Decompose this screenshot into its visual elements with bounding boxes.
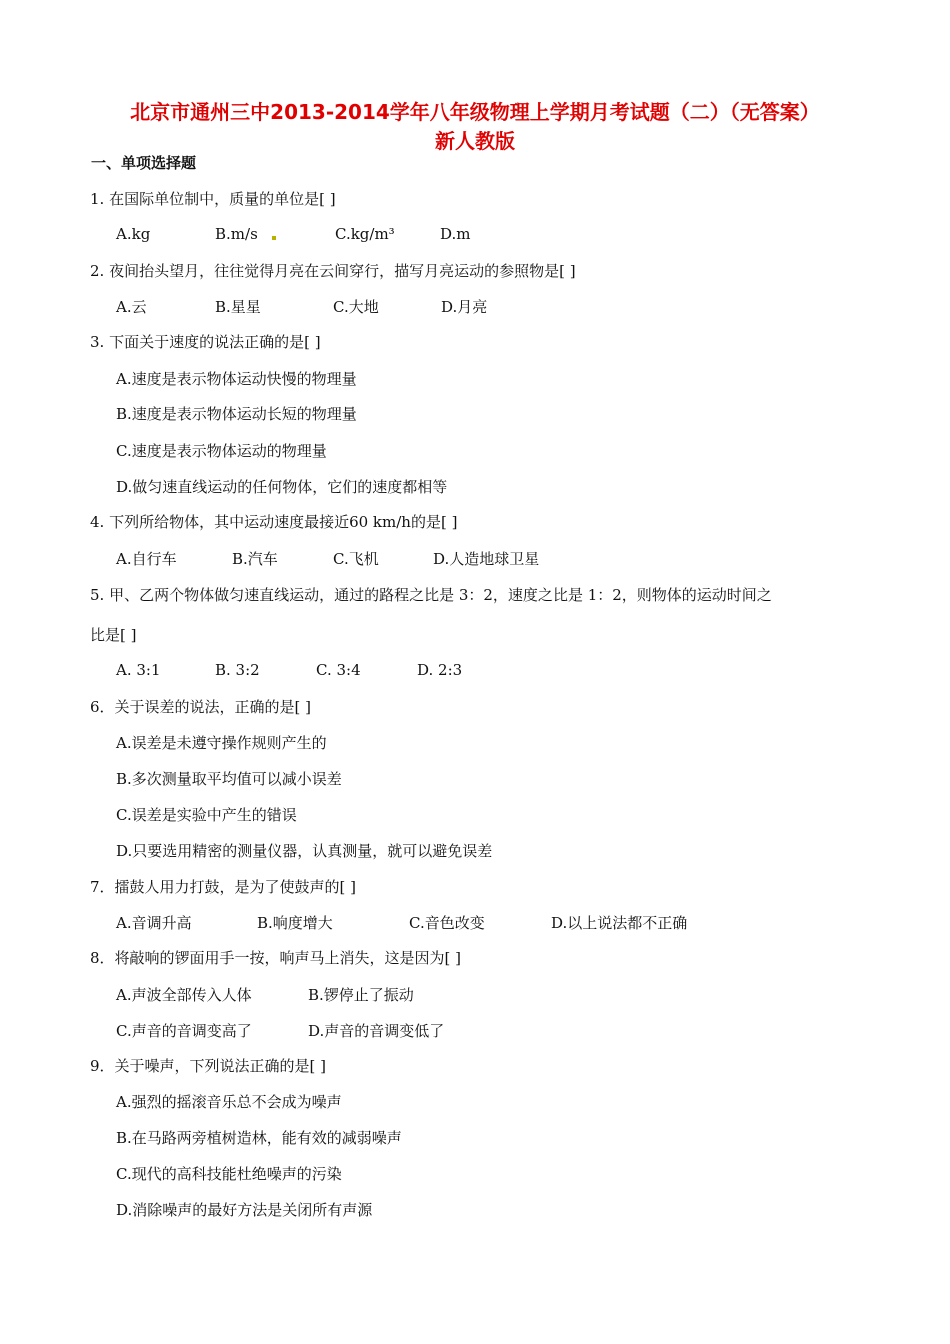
question-8-option-c: C.声音的音调变高了 bbox=[116, 1022, 252, 1040]
question-6-option-d: D.只要选用精密的测量仪器，认真测量，就可以避免误差 bbox=[116, 842, 493, 860]
question-4-option-a: A.自行车 bbox=[116, 550, 177, 568]
question-8-stem: 8．将敲响的锣面用手一按，响声马上消失，这是因为[ ] bbox=[90, 949, 462, 967]
question-7-option-d: D.以上说法都不正确 bbox=[551, 914, 688, 932]
question-8-option-a: A.声波全部传入人体 bbox=[116, 986, 252, 1004]
question-7-option-c: C.音色改变 bbox=[409, 914, 485, 932]
question-3-option-a: A.速度是表示物体运动快慢的物理量 bbox=[116, 370, 357, 388]
question-2-option-a: A.云 bbox=[116, 298, 147, 316]
exam-title-line1: 北京市通州三中2013-2014学年八年级物理上学期月考试题（二）（无答案） bbox=[130, 100, 820, 124]
question-5-option-c: C. 3:4 bbox=[316, 661, 361, 679]
question-7-stem: 7．擂鼓人用力打鼓，是为了使鼓声的[ ] bbox=[90, 878, 357, 896]
question-4-option-b: B.汽车 bbox=[232, 550, 278, 568]
question-3-option-c: C.速度是表示物体运动的物理量 bbox=[116, 442, 327, 460]
question-4-stem: 4. 下列所给物体，其中运动速度最接近60 km/h的是[ ] bbox=[90, 513, 458, 531]
question-7-option-a: A.音调升高 bbox=[116, 914, 192, 932]
question-4-option-d: D.人造地球卫星 bbox=[433, 550, 540, 568]
question-1-option-b: B.m/s bbox=[215, 225, 258, 243]
question-3-option-d: D.做匀速直线运动的任何物体，它们的速度都相等 bbox=[116, 478, 448, 496]
question-9-option-d: D.消除噪声的最好方法是关闭所有声源 bbox=[116, 1201, 373, 1219]
question-8-option-d: D.声音的音调变低了 bbox=[308, 1022, 445, 1040]
question-9-option-c: C.现代的高科技能杜绝噪声的污染 bbox=[116, 1165, 342, 1183]
question-4-option-c: C.飞机 bbox=[333, 550, 379, 568]
section-heading: 一、单项选择题 bbox=[91, 154, 197, 172]
question-9-option-b: B.在马路两旁植树造林，能有效的减弱噪声 bbox=[116, 1129, 402, 1147]
question-3-stem: 3. 下面关于速度的说法正确的是[ ] bbox=[90, 333, 321, 351]
question-2-option-c: C.大地 bbox=[333, 298, 379, 316]
question-1-option-c: C.kg/m³ bbox=[335, 225, 395, 243]
question-6-stem: 6．关于误差的说法，正确的是[ ] bbox=[90, 698, 312, 716]
question-7-option-b: B.响度增大 bbox=[257, 914, 333, 932]
question-1-option-a: A.kg bbox=[116, 225, 151, 243]
question-1-stem: 1. 在国际单位制中，质量的单位是[ ] bbox=[90, 190, 336, 208]
question-5-stem-continued: 比是[ ] bbox=[90, 626, 137, 644]
question-9-stem: 9．关于噪声，下列说法正确的是[ ] bbox=[90, 1057, 327, 1075]
question-6-option-a: A.误差是未遵守操作规则产生的 bbox=[116, 734, 327, 752]
question-9-option-a: A.强烈的摇滚音乐总不会成为噪声 bbox=[116, 1093, 342, 1111]
question-8-option-b: B.锣停止了振动 bbox=[308, 986, 414, 1004]
question-1-option-d: D.m bbox=[440, 225, 471, 243]
question-2-stem: 2. 夜间抬头望月，往往觉得月亮在云间穿行，描写月亮运动的参照物是[ ] bbox=[90, 262, 576, 280]
question-5-stem: 5. 甲、乙两个物体做匀速直线运动，通过的路程之比是 3：2，速度之比是 1：2，则物体的运动时间之 bbox=[90, 586, 772, 604]
question-5-option-a: A. 3:1 bbox=[116, 661, 161, 679]
question-3-option-b: B.速度是表示物体运动长短的物理量 bbox=[116, 405, 357, 423]
question-2-option-d: D.月亮 bbox=[441, 298, 488, 316]
question-5-option-b: B. 3:2 bbox=[215, 661, 260, 679]
question-6-option-b: B.多次测量取平均值可以减小误差 bbox=[116, 770, 342, 788]
question-2-option-b: B.星星 bbox=[215, 298, 261, 316]
scan-mark bbox=[272, 236, 276, 240]
question-6-option-c: C.误差是实验中产生的错误 bbox=[116, 806, 297, 824]
exam-title-line2: 新人教版 bbox=[435, 129, 515, 153]
question-5-option-d: D. 2:3 bbox=[417, 661, 463, 679]
